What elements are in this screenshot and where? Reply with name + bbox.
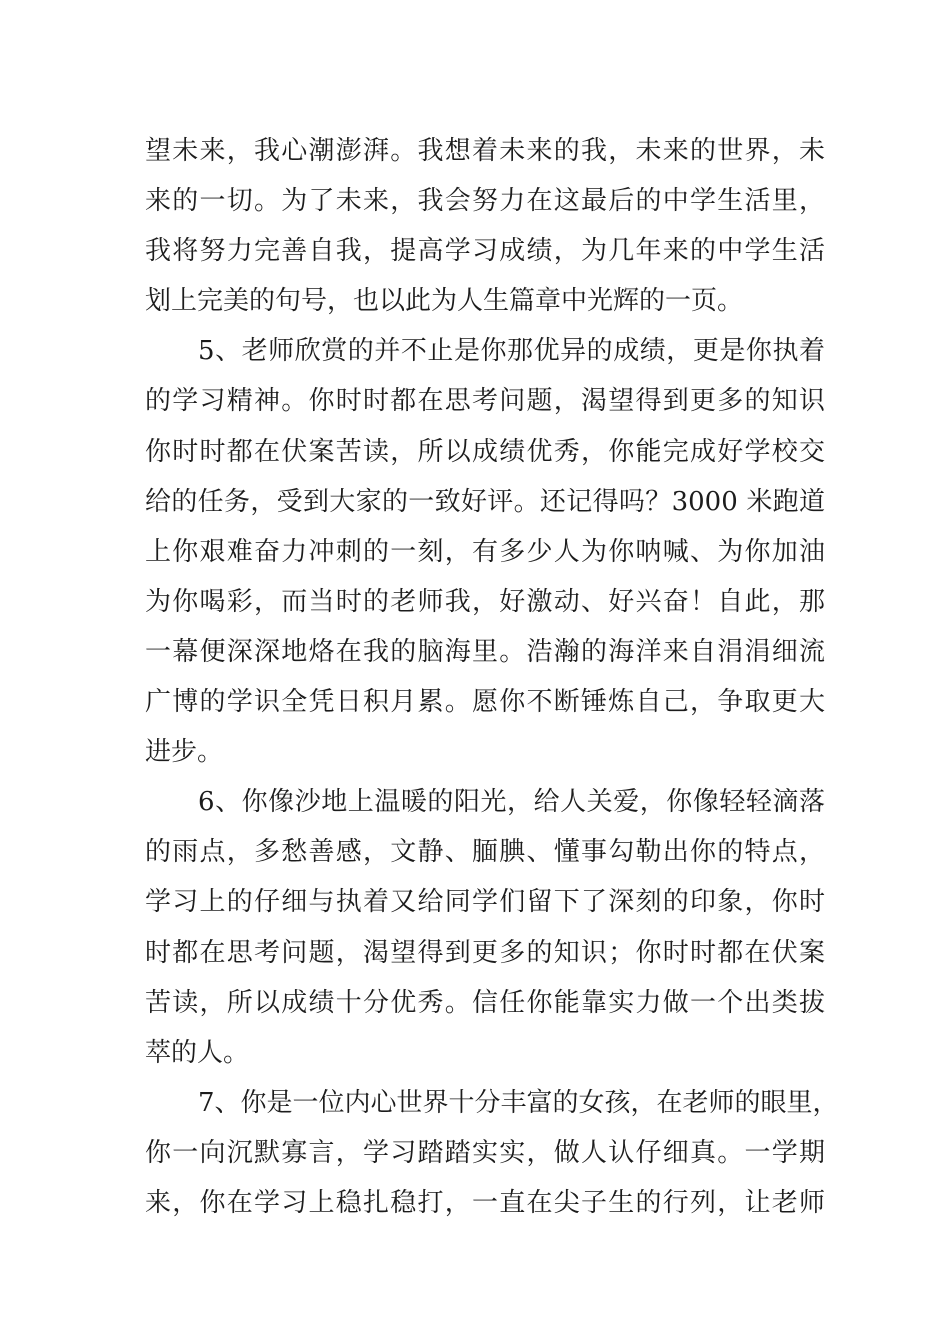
text-line: 一幕便深深地烙在我的脑海里。浩瀚的海洋来自涓涓细流 bbox=[145, 636, 825, 667]
text-line: 的学习精神。你时时都在思考问题，渴望得到更多的知识 bbox=[145, 386, 825, 417]
text-line: 上你艰难奋力冲刺的一刻，有多少人为你呐喊、为你加油 bbox=[145, 536, 825, 567]
text-line: 你一向沉默寡言，学习踏踏实实，做人认仔细真。一学期 bbox=[145, 1137, 825, 1168]
text-line: 学习上的仔细与执着又给同学们留下了深刻的印象，你时 bbox=[145, 887, 825, 918]
text-line: 时都在思考问题，渴望得到更多的知识；你时时都在伏案 bbox=[145, 937, 825, 968]
text-line: 苦读，所以成绩十分优秀。信任你能靠实力做一个出类拔 bbox=[145, 987, 825, 1018]
paragraph-5-first-line: 5、老师欣赏的并不止是你那优异的成绩，更是你执着 bbox=[198, 336, 825, 367]
text-line: 划上完美的句号，也以此为人生篇章中光辉的一页。 bbox=[145, 286, 744, 317]
text-line: 我将努力完善自我，提高学习成绩，为几年来的中学生活 bbox=[145, 236, 825, 267]
text-line: 你时时都在伏案苦读，所以成绩优秀，你能完成好学校交 bbox=[145, 436, 825, 467]
text-line: 广博的学识全凭日积月累。愿你不断锤炼自己，争取更大 bbox=[145, 687, 825, 718]
paragraph-7-first-line: 7、你是一位内心世界十分丰富的女孩，在老师的眼里， bbox=[198, 1087, 839, 1118]
paragraph-6-first-line: 6、你像沙地上温暖的阳光，给人关爱，你像轻轻滴落 bbox=[198, 787, 825, 818]
text-line: 萃的人。 bbox=[145, 1037, 250, 1068]
text-line: 的雨点，多愁善感，文静、腼腆、懂事勾勒出你的特点， bbox=[145, 837, 825, 868]
text-line: 来，你在学习上稳扎稳打，一直在尖子生的行列，让老师 bbox=[145, 1187, 825, 1218]
text-line: 望未来，我心潮澎湃。我想着未来的我，未来的世界，未 bbox=[145, 136, 825, 166]
text-line: 进步。 bbox=[145, 737, 224, 768]
body-text bbox=[145, 126, 839, 1228]
text-line: 来的一切。为了未来，我会努力在这最后的中学生活里， bbox=[145, 186, 825, 217]
text-line: 为你喝彩，而当时的老师我，好激动、好兴奋！自此，那 bbox=[145, 586, 825, 617]
text-line: 给的任务，受到大家的一致好评。还记得吗？3000 米跑道 bbox=[145, 486, 825, 517]
